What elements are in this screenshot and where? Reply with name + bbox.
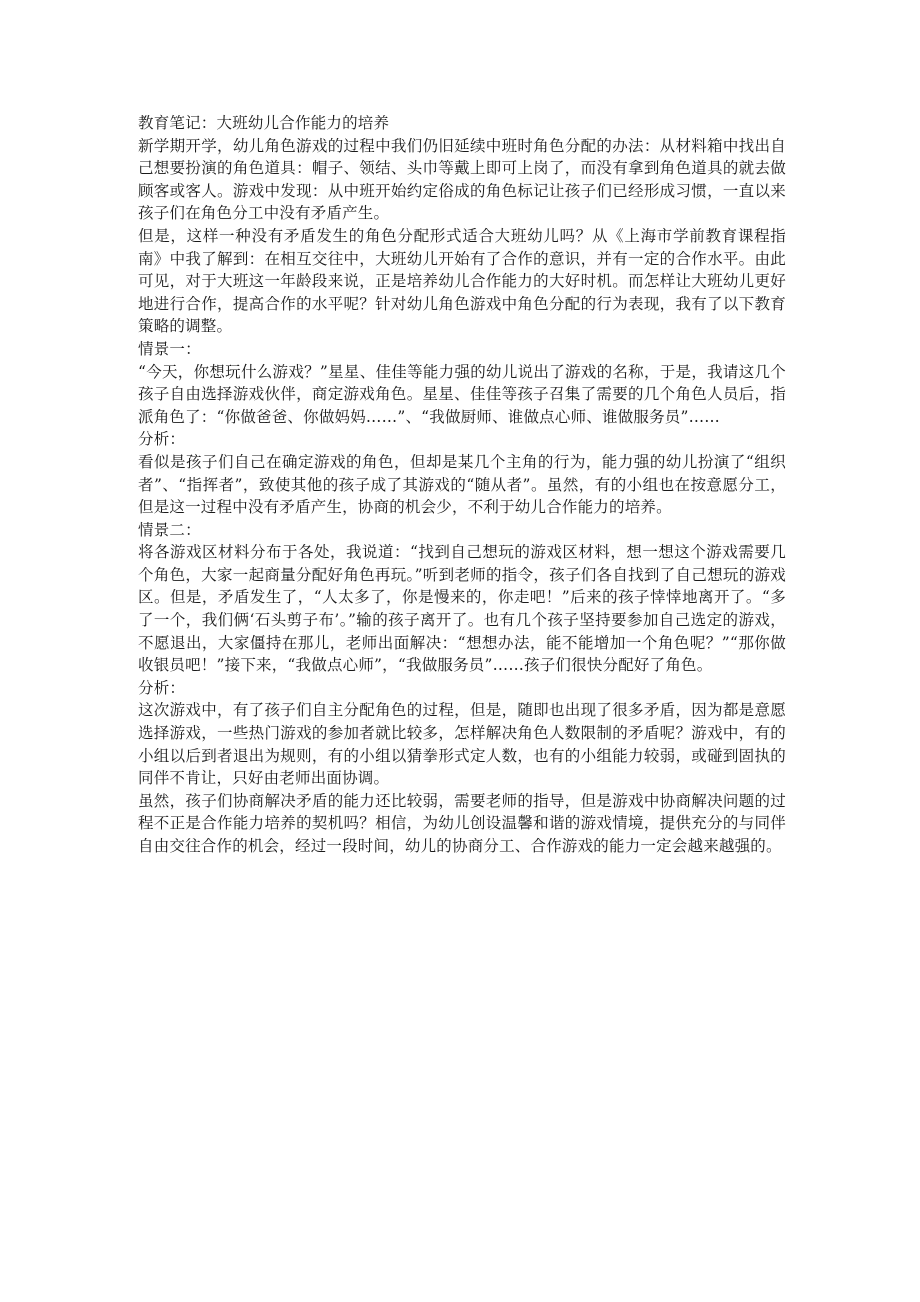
paragraph-analysis-one: 看似是孩子们自己在确定游戏的角色，但却是某几个主角的行为，能力强的幼儿扮演了“组织者”、“指挥者”，致使其他的孩子成了其游戏的“随从者”。虽然，有的小组也在按意愿分工，但是这一过程中没有矛盾产生，协商的机会少，不利于幼儿合作能力的培养。 bbox=[138, 452, 786, 517]
heading-scenario-two: 情景二： bbox=[138, 520, 201, 539]
paragraph-scenario-one: “今天，你想玩什么游戏？”星星、佳佳等能力强的幼儿说出了游戏的名称，于是，我请这几个孩子自由选择游戏伙伴，商定游戏角色。星星、佳佳等孩子召集了需要的几个角色人员后，指派角色了：“你做爸爸、你做妈妈……”、“我做厨师、谁做点心师、谁做服务员”…… bbox=[138, 362, 786, 426]
paragraph-question: 但是，这样一种没有矛盾发生的角色分配形式适合大班幼儿吗？从《上海市学前教育课程指南》中我了解到：在相互交往中，大班幼儿开始有了合作的意识，并有一定的合作水平。由此可见，对于大班这一年龄段来说，正是培养幼儿合作能力的大好时机。而怎样让大班幼儿更好地进行合作，提高合作的水平呢？针对幼儿角色游戏中角色分配的行为表现，我有了以下教育策略的调整。 bbox=[138, 226, 786, 336]
heading-analysis-two: 分析： bbox=[138, 678, 186, 697]
paragraph-scenario-two: 将各游戏区材料分布于各处，我说道：“找到自己想玩的游戏区材料，想一想这个游戏需要几个角色，大家一起商量分配好角色再玩。”听到老师的指令，孩子们各自找到了自己想玩的游戏区。但是，矛盾发生了，“人太多了，你是慢来的，你走吧！”后来的孩子悻悻地离开了。“多了一个，我们俩‘石头剪子布’。”输的孩子离开了。也有几个孩子坚持要参加自己选定的游戏，不愿退出，大家僵持在那儿，老师出面解决：“想想办法，能不能增加一个角色呢？”“那你做收银员吧！”接下来，“我做点心师”，“我做服务员”……孩子们很快分配好了角色。 bbox=[138, 543, 786, 675]
paragraph-intro: 新学期开学，幼儿角色游戏的过程中我们仍旧延续中班时角色分配的办法：从材料箱中找出自己想要扮演的角色道具：帽子、领结、头巾等戴上即可上岗了，而没有拿到角色道具的就去做顾客或客人。游戏中发现：从中班开始约定俗成的角色标记让孩子们已经形成习惯，一直以来孩子们在角色分工中没有矛盾产生。 bbox=[138, 136, 786, 223]
paragraph-conclusion: 虽然，孩子们协商解决矛盾的能力还比较弱，需要老师的指导，但是游戏中协商解决问题的过程不正是合作能力培养的契机吗？相信，为幼儿创设温馨和谐的游戏情境，提供充分的与同伴自由交往合作的机会，经过一段时间，幼儿的协商分工、合作游戏的能力一定会越来越强的。 bbox=[138, 791, 786, 855]
heading-analysis-one: 分析： bbox=[138, 430, 186, 449]
document-body bbox=[138, 112, 786, 858]
paragraph-analysis-two: 这次游戏中，有了孩子们自主分配角色的过程，但是，随即也出现了很多矛盾，因为都是意愿选择游戏，一些热门游戏的参加者就比较多，怎样解决角色人数限制的矛盾呢？游戏中，有的小组以后到者退出为规则，有的小组以猜拳形式定人数，也有的小组能力较弱，或碰到固执的同伴不肯让，只好由老师出面协调。 bbox=[138, 701, 786, 788]
heading-scenario-one: 情景一： bbox=[138, 339, 201, 358]
document-title: 教育笔记：大班幼儿合作能力的培养 bbox=[138, 114, 390, 132]
